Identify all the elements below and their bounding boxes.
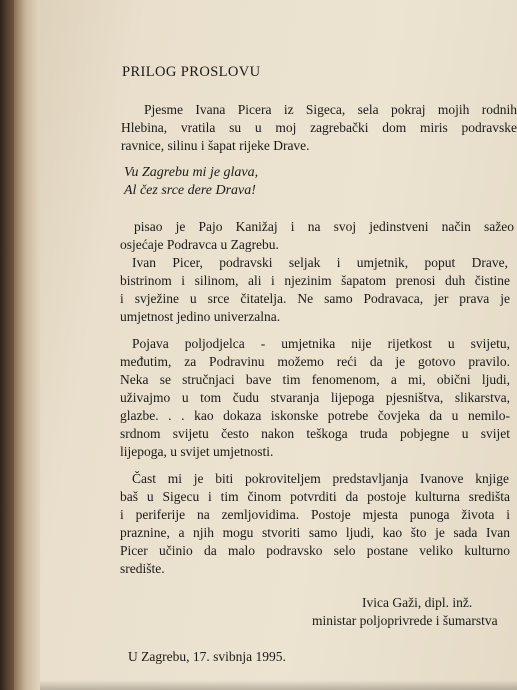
signature-title: ministar poljoprivrede i šumarstva <box>312 613 498 628</box>
verse-line: Vu Zagrebu mi je glava, <box>124 165 259 180</box>
paragraph-2-line: osjećaje Podravca u Zagrebu. <box>120 237 279 252</box>
verse-line: Al čez srce dere Drava! <box>124 183 256 198</box>
page-gutter <box>14 0 40 690</box>
paragraph-3-line: umjetnost jedino univerzalna. <box>120 309 281 324</box>
page-bottom-shadow <box>40 680 517 690</box>
paragraph-4-line: Neka se stručnjaci bave tim fenomenom, a mi, obični ljudi, <box>120 372 510 387</box>
paragraph-4-line: srdnom svijetu često nakon teškoga truda pobjegne u svijet <box>120 426 510 441</box>
paragraph-3-line: bistrinom i silinom, ali i njezinim šapatom prenosi duh čistine <box>120 273 510 288</box>
signature-name: Ivica Gaži, dipl. inž. <box>362 595 473 610</box>
paragraph-5-line: baš u Sigecu i tim činom potvrditi da postoje kulturna središta <box>120 489 510 504</box>
paragraph-5-line: praznine, a njih mogu stvoriti samo ljudi, kao što je sada Ivan <box>120 525 510 540</box>
book-page <box>40 0 517 690</box>
book-spine <box>0 0 14 690</box>
paragraph-1-line: Hlebina, vratila su u moj zagrebački dom miris podravske <box>121 120 517 135</box>
paragraph-3-line: i svježine u srce čitatelja. Ne samo Podravaca, jer prava je <box>120 291 510 306</box>
paragraph-5-line: i periferije na zemljovidima. Postoje mjesta punoga života i <box>120 507 510 522</box>
paragraph-2-line: pisao je Pajo Kanižaj i na svoj jedinstveni način sažeo <box>134 219 514 234</box>
page-heading: PRILOG PROSLOVU <box>122 64 261 80</box>
place-date: U Zagrebu, 17. svibnja 1995. <box>128 649 286 664</box>
paragraph-5-line: Čast mi je biti pokroviteljem predstavljanja Ivanove knjige <box>132 471 509 486</box>
paragraph-5-line: središte. <box>120 561 165 576</box>
paragraph-4-line: lijepoga, u svijet umjetnosti. <box>120 444 274 459</box>
paragraph-4-line: uživajmo u tom čudu stvaranja lijepoga pjesništva, slikarstva, <box>120 390 510 405</box>
paragraph-4-line: glazbe. . . kao dokaza iskonske potrebe čovjeka da u nemilo- <box>120 408 510 423</box>
paragraph-4-line: Pojava poljodjelca - umjetnika nije rijetkost u svijetu, <box>132 336 510 351</box>
paragraph-1-line: Pjesme Ivana Picera iz Sigeca, sela pokraj mojih rodnih <box>144 102 517 117</box>
paragraph-5-line: Picer učinio da malo podravsko selo postane veliko kulturno <box>120 543 510 558</box>
paragraph-3-line: Ivan Picer, podravski seljak i umjetnik, poput Drave, <box>132 255 508 270</box>
paragraph-4-line: međutim, za Podravinu možemo reći da je gotovo pravilo. <box>120 354 510 369</box>
paragraph-1-line: ravnice, silinu i šapat rijeke Drave. <box>121 138 310 153</box>
